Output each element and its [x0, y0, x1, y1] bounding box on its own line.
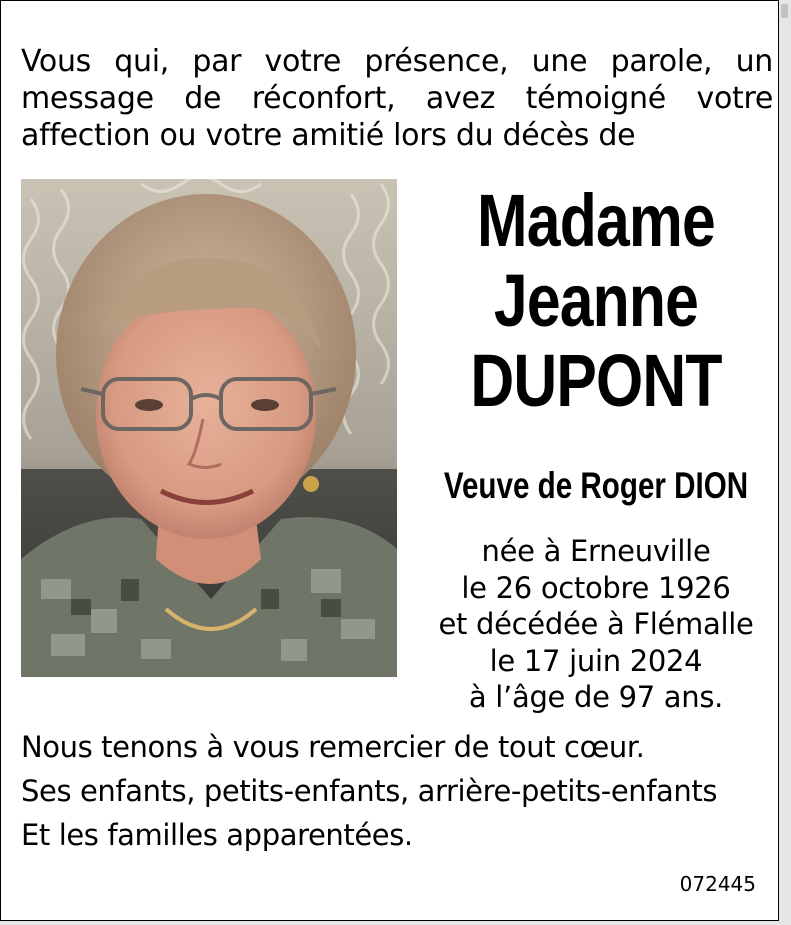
reference-number: 072445: [679, 872, 756, 896]
closing-line: Nous tenons à vous remercier de tout cœur.: [21, 730, 645, 764]
widow-of: Veuve de Roger DION: [443, 465, 749, 506]
vertical-scrollbar[interactable]: [779, 0, 791, 925]
bottom-frame: [0, 921, 791, 925]
name-last: DUPONT: [470, 339, 722, 422]
name-first: Jeanne: [493, 259, 699, 342]
date-line: née à Erneuville: [481, 534, 711, 568]
date-line: et décédée à Flémalle: [438, 607, 754, 641]
portrait-photo: [21, 179, 397, 677]
birth-death-details: [401, 533, 791, 716]
deceased-name: [401, 181, 791, 421]
name-title: Madame: [477, 179, 715, 262]
closing-line: Ses enfants, petits-enfants, arrière-petits-enfants: [21, 774, 718, 808]
closing-text: [21, 725, 781, 857]
date-line: le 26 octobre 1926: [461, 570, 731, 605]
date-line: à l’âge de 97 ans.: [468, 680, 724, 714]
closing-line: Et les familles apparentées.: [21, 818, 413, 852]
date-line: le 17 juin 2024: [489, 643, 703, 678]
scroll-thumb[interactable]: [781, 4, 788, 18]
intro-text: Vous qui, par votre présence, une parole, un message de réconfort, avez témoigné votre affection ou votre amitié lors du décès de: [21, 44, 773, 153]
